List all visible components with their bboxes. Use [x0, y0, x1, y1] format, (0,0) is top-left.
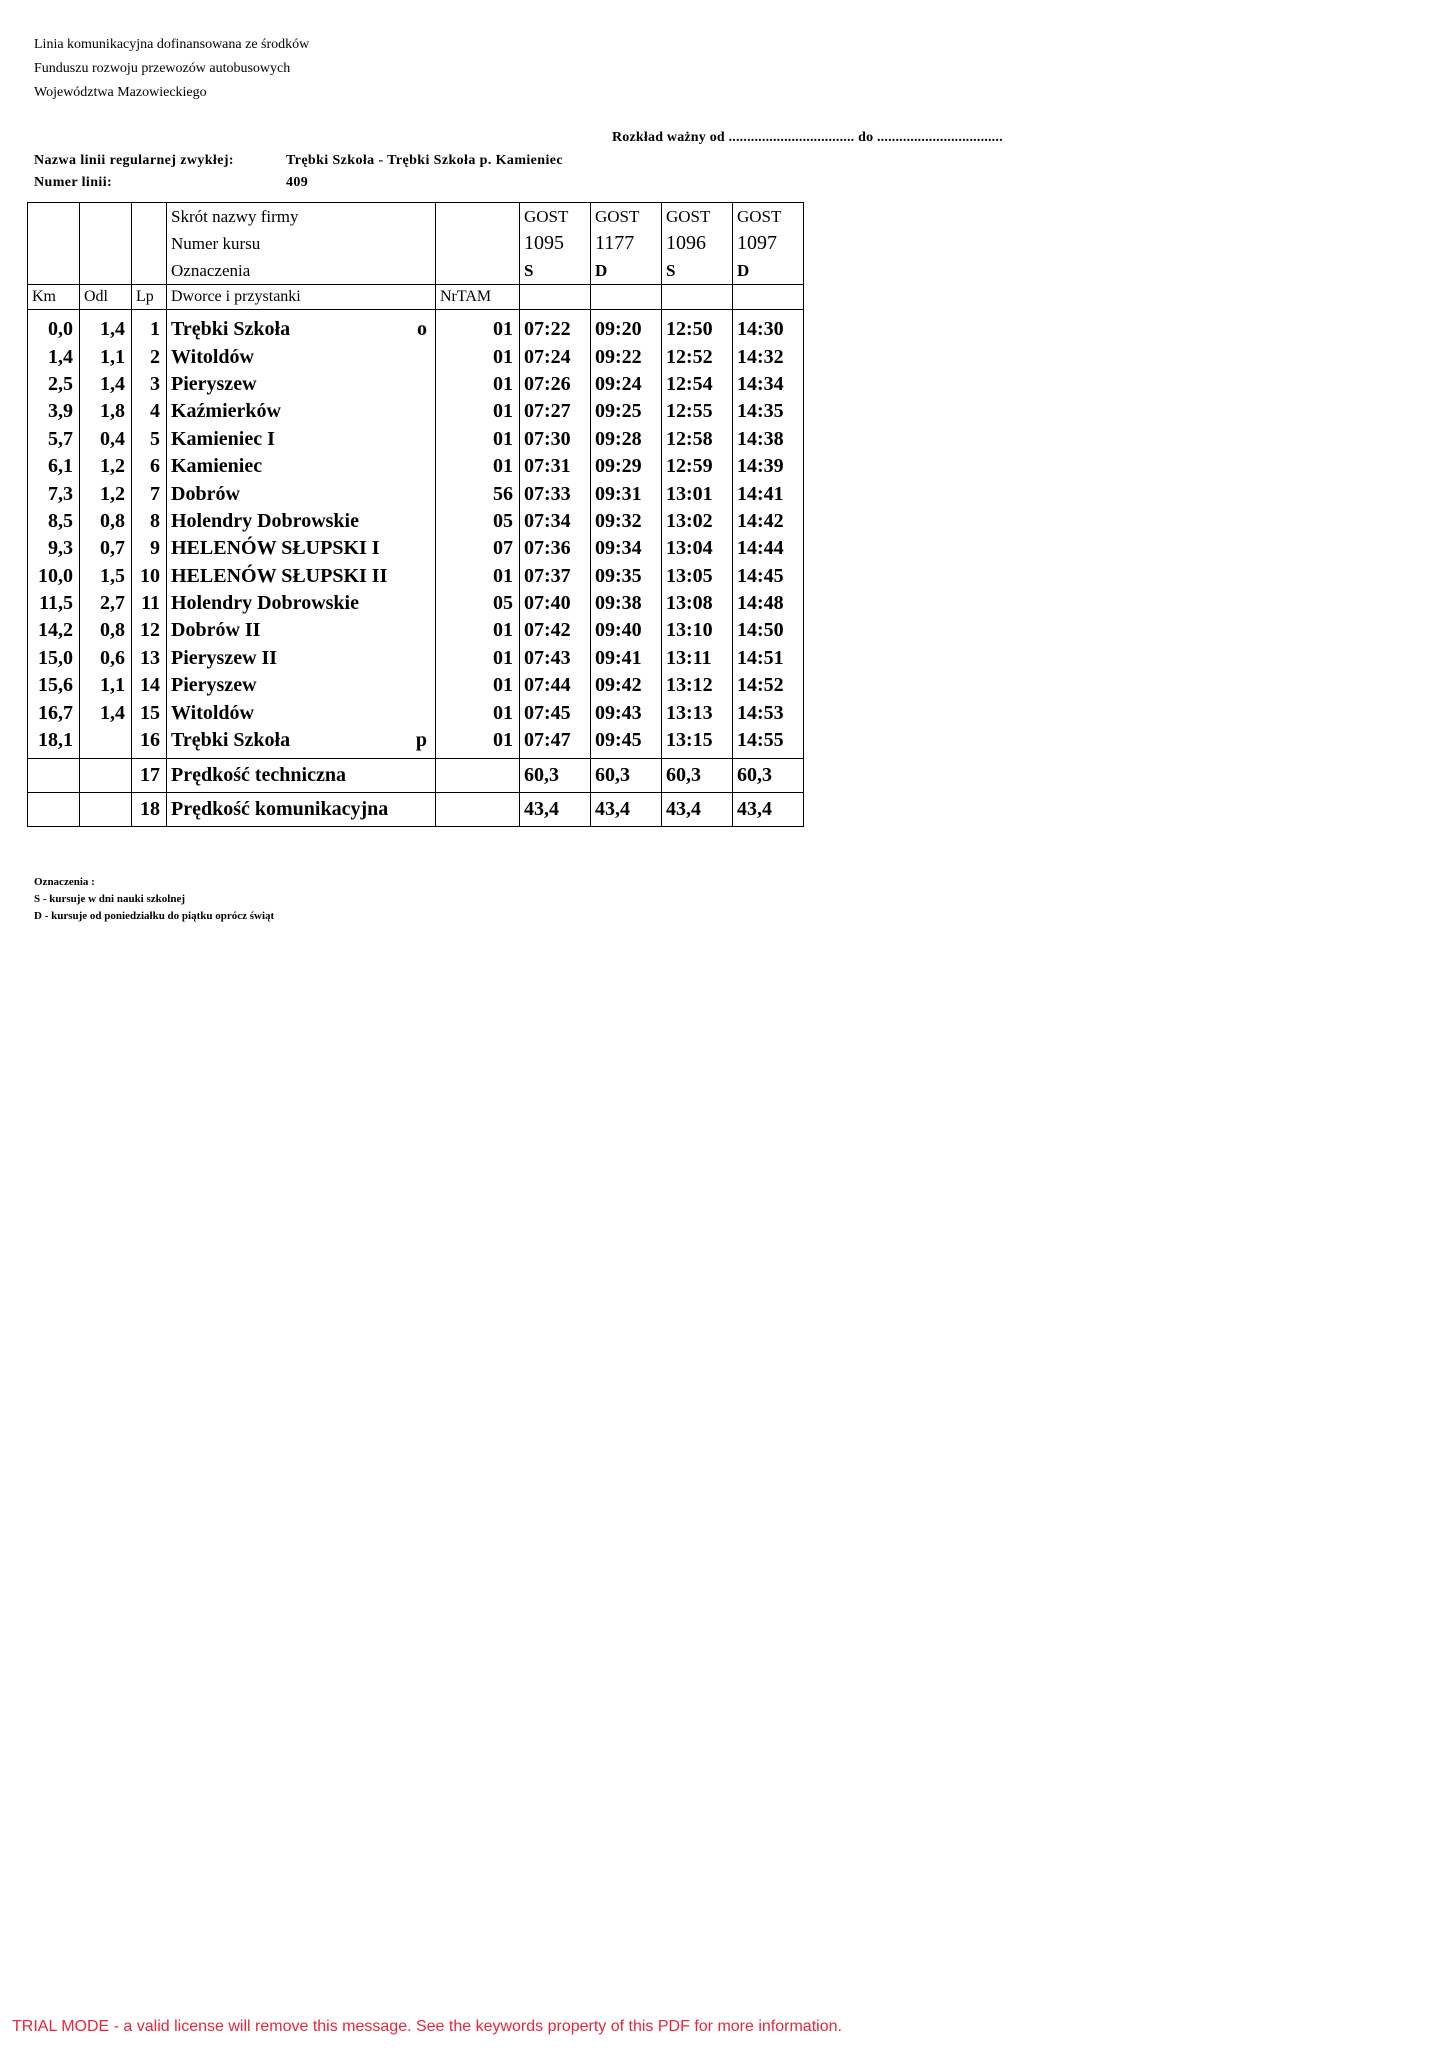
- stop-distance: 1,1: [80, 672, 132, 699]
- departure-time: 07:26: [520, 371, 591, 398]
- stop-name-cell: [167, 480, 436, 507]
- stop-row: [28, 398, 804, 425]
- departure-time: 13:13: [662, 699, 733, 726]
- stop-nrtam: 01: [436, 453, 520, 480]
- departure-time: 13:05: [662, 563, 733, 590]
- departure-time: 12:54: [662, 371, 733, 398]
- summary-value: 60,3: [520, 759, 591, 793]
- line-name-row: [34, 150, 563, 172]
- course-header: [733, 203, 804, 285]
- line-number-row: [34, 172, 563, 194]
- column-header-blank: [591, 285, 662, 310]
- stop-distance: [80, 727, 132, 759]
- stop-km: 6,1: [28, 453, 80, 480]
- departure-time: 09:28: [591, 426, 662, 453]
- course-header-row: [28, 203, 804, 285]
- stop-row: [28, 343, 804, 370]
- departure-time: 09:29: [591, 453, 662, 480]
- stop-name: Kamieniec I: [171, 427, 275, 450]
- stop-lp: 3: [132, 371, 167, 398]
- stop-km: 1,4: [28, 343, 80, 370]
- legend-title: Oznaczenia :: [34, 876, 95, 888]
- departure-time: 13:15: [662, 727, 733, 759]
- stop-lp: 1: [132, 310, 167, 344]
- departure-time: 14:52: [733, 672, 804, 699]
- course-number: 1177: [595, 232, 635, 254]
- course-company: GOST: [595, 207, 640, 226]
- stop-km: 8,5: [28, 508, 80, 535]
- stops-body: [28, 310, 804, 759]
- stop-lp: 7: [132, 480, 167, 507]
- line-name-label: Nazwa linii regularnej zwykłej:: [34, 153, 234, 168]
- departure-time: 12:50: [662, 310, 733, 344]
- summary-lp: 17: [132, 759, 167, 793]
- stop-name: Trębki Szkoła: [171, 318, 291, 341]
- stop-nrtam: 01: [436, 371, 520, 398]
- departure-time: 07:45: [520, 699, 591, 726]
- stop-name: Witoldów: [171, 701, 254, 724]
- departure-time: 07:40: [520, 590, 591, 617]
- stop-flag: [427, 508, 429, 535]
- stop-flag: [427, 371, 429, 398]
- stop-row: [28, 310, 804, 344]
- stop-distance: 1,1: [80, 343, 132, 370]
- stop-name-cell: [167, 672, 436, 699]
- blank-cell: [28, 793, 80, 827]
- departure-time: 07:22: [520, 310, 591, 344]
- stop-name-cell: [167, 453, 436, 480]
- stop-name-cell: [167, 310, 436, 344]
- stop-km: 10,0: [28, 563, 80, 590]
- course-number: 1097: [737, 232, 777, 254]
- stop-nrtam: 07: [436, 535, 520, 562]
- summary-label: Prędkość komunikacyjna: [167, 793, 436, 827]
- course-header-labels: [167, 203, 436, 285]
- stop-distance: 1,8: [80, 398, 132, 425]
- funding-note-line: Linia komunikacyjna dofinansowana ze środków: [34, 37, 310, 52]
- stop-lp: 16: [132, 727, 167, 759]
- stop-lp: 2: [132, 343, 167, 370]
- stop-distance: 0,4: [80, 426, 132, 453]
- legend-item: D - kursuje od poniedziałku do piątku oprócz świąt: [34, 910, 275, 922]
- stop-name: Trębki Szkoła: [171, 729, 291, 752]
- departure-time: 07:31: [520, 453, 591, 480]
- stop-lp: 13: [132, 645, 167, 672]
- stop-nrtam: 01: [436, 699, 520, 726]
- course-company: GOST: [666, 207, 711, 226]
- departure-time: 09:22: [591, 343, 662, 370]
- stop-row: [28, 563, 804, 590]
- marks-label: Oznaczenia: [171, 261, 251, 280]
- stop-row: [28, 617, 804, 644]
- trial-notice: TRIAL MODE - a valid license will remove this message. See the keywords property of this PDF for more information.: [12, 2018, 842, 2035]
- stop-nrtam: 01: [436, 398, 520, 425]
- stop-flag: [427, 672, 429, 699]
- blank-cell: [80, 759, 132, 793]
- summary-value: 43,4: [662, 793, 733, 827]
- stop-flag: [427, 535, 429, 562]
- departure-time: 12:55: [662, 398, 733, 425]
- departure-time: 07:42: [520, 617, 591, 644]
- departure-time: 09:35: [591, 563, 662, 590]
- stop-lp: 14: [132, 672, 167, 699]
- summary-value: 60,3: [733, 759, 804, 793]
- stop-name: Kamieniec: [171, 455, 263, 478]
- stop-name: Pieryszew: [171, 372, 257, 395]
- departure-time: 09:31: [591, 480, 662, 507]
- blank-cell: [80, 203, 132, 285]
- stop-km: 5,7: [28, 426, 80, 453]
- blank-cell: [28, 759, 80, 793]
- blank-cell: [436, 793, 520, 827]
- stop-name-cell: [167, 590, 436, 617]
- departure-time: 12:58: [662, 426, 733, 453]
- departure-time: 07:36: [520, 535, 591, 562]
- column-header-row: [28, 285, 804, 310]
- stop-km: 18,1: [28, 727, 80, 759]
- stop-nrtam: 01: [436, 426, 520, 453]
- course-label: Numer kursu: [171, 234, 261, 253]
- stop-lp: 4: [132, 398, 167, 425]
- stop-name: Holendry Dobrowskie: [171, 509, 359, 532]
- stop-km: 9,3: [28, 535, 80, 562]
- stop-name-cell: [167, 535, 436, 562]
- stop-row: [28, 480, 804, 507]
- departure-time: 14:48: [733, 590, 804, 617]
- stop-lp: 5: [132, 426, 167, 453]
- departure-time: 07:44: [520, 672, 591, 699]
- legend-item: S - kursuje w dni nauki szkolnej: [34, 893, 185, 905]
- stop-row: [28, 508, 804, 535]
- departure-time: 13:01: [662, 480, 733, 507]
- stop-distance: 0,7: [80, 535, 132, 562]
- column-header-nrtam: NrTAM: [436, 285, 520, 310]
- summary-lp: 18: [132, 793, 167, 827]
- stop-row: [28, 426, 804, 453]
- departure-time: 09:43: [591, 699, 662, 726]
- departure-time: 12:52: [662, 343, 733, 370]
- course-header: [591, 203, 662, 285]
- stop-name-cell: [167, 343, 436, 370]
- stop-km: 16,7: [28, 699, 80, 726]
- stop-row: [28, 371, 804, 398]
- stop-km: 11,5: [28, 590, 80, 617]
- stop-nrtam: 01: [436, 672, 520, 699]
- departure-time: 09:34: [591, 535, 662, 562]
- stop-name-cell: [167, 426, 436, 453]
- stop-flag: o: [417, 318, 427, 341]
- summary-row-commercial-speed: [28, 793, 804, 827]
- departure-time: 09:32: [591, 508, 662, 535]
- departure-time: 13:12: [662, 672, 733, 699]
- stop-distance: 2,7: [80, 590, 132, 617]
- course-mark: S: [524, 261, 534, 280]
- departure-time: 07:47: [520, 727, 591, 759]
- stop-name-cell: [167, 727, 436, 759]
- stop-flag: [427, 344, 429, 371]
- departure-time: 14:32: [733, 343, 804, 370]
- departure-time: 14:34: [733, 371, 804, 398]
- stop-name-cell: [167, 371, 436, 398]
- stop-flag: [427, 481, 429, 508]
- course-mark: D: [737, 261, 750, 280]
- column-header-km: Km: [28, 285, 80, 310]
- stop-row: [28, 535, 804, 562]
- stop-nrtam: 01: [436, 645, 520, 672]
- stop-nrtam: 56: [436, 480, 520, 507]
- stop-lp: 8: [132, 508, 167, 535]
- stop-name-cell: [167, 398, 436, 425]
- stop-name: Dobrów II: [171, 619, 261, 642]
- stop-distance: 1,5: [80, 563, 132, 590]
- column-header-stops: Dworce i przystanki: [167, 285, 436, 310]
- departure-time: 07:34: [520, 508, 591, 535]
- departure-time: 07:27: [520, 398, 591, 425]
- departure-time: 14:55: [733, 727, 804, 759]
- departure-time: 09:24: [591, 371, 662, 398]
- stop-km: 14,2: [28, 617, 80, 644]
- departure-time: 14:50: [733, 617, 804, 644]
- stop-name-cell: [167, 699, 436, 726]
- column-header-odl: Odl: [80, 285, 132, 310]
- stop-name: Dobrów: [171, 482, 240, 505]
- funding-note-line: Województwa Mazowieckiego: [34, 85, 207, 100]
- departure-time: 14:41: [733, 480, 804, 507]
- stop-lp: 10: [132, 563, 167, 590]
- departure-time: 14:45: [733, 563, 804, 590]
- stop-distance: 0,8: [80, 617, 132, 644]
- departure-time: 12:59: [662, 453, 733, 480]
- stop-lp: 15: [132, 699, 167, 726]
- validity-period: Rozkład ważny od .................................. do ..................................: [612, 130, 1003, 145]
- stop-name: Pieryszew II: [171, 646, 278, 669]
- departure-time: 07:33: [520, 480, 591, 507]
- departure-time: 13:11: [662, 645, 733, 672]
- stop-lp: 12: [132, 617, 167, 644]
- summary-row-technical-speed: [28, 759, 804, 793]
- line-name-value: Trębki Szkoła - Trębki Szkoła p. Kamieniec: [286, 153, 563, 168]
- stop-distance: 0,8: [80, 508, 132, 535]
- stop-distance: 1,4: [80, 310, 132, 344]
- departure-time: 07:30: [520, 426, 591, 453]
- departure-time: 09:45: [591, 727, 662, 759]
- departure-time: 07:43: [520, 645, 591, 672]
- course-mark: S: [666, 261, 676, 280]
- stop-flag: [427, 645, 429, 672]
- departure-time: 09:42: [591, 672, 662, 699]
- departure-time: 14:51: [733, 645, 804, 672]
- departure-time: 07:37: [520, 563, 591, 590]
- departure-time: 14:42: [733, 508, 804, 535]
- stop-lp: 9: [132, 535, 167, 562]
- stop-km: 7,3: [28, 480, 80, 507]
- blank-cell: [436, 203, 520, 285]
- stop-km: 0,0: [28, 310, 80, 344]
- stop-flag: p: [415, 729, 427, 752]
- blank-cell: [28, 203, 80, 285]
- summary-value: 43,4: [520, 793, 591, 827]
- stop-flag: [427, 426, 429, 453]
- stop-distance: 1,4: [80, 699, 132, 726]
- stop-row: [28, 590, 804, 617]
- stop-name-cell: [167, 617, 436, 644]
- stop-nrtam: 01: [436, 343, 520, 370]
- summary-label: Prędkość techniczna: [167, 759, 436, 793]
- departure-time: 09:25: [591, 398, 662, 425]
- course-header: [520, 203, 591, 285]
- column-header-lp: Lp: [132, 285, 167, 310]
- blank-cell: [80, 793, 132, 827]
- departure-time: 14:39: [733, 453, 804, 480]
- stop-name: Witoldów: [171, 345, 254, 368]
- stop-distance: 1,4: [80, 371, 132, 398]
- stop-nrtam: 01: [436, 727, 520, 759]
- column-header-blank: [520, 285, 591, 310]
- stop-row: [28, 672, 804, 699]
- departure-time: 14:38: [733, 426, 804, 453]
- stop-name: Kaźmierków: [171, 400, 281, 423]
- line-number-value: 409: [286, 175, 309, 190]
- company-label: Skrót nazwy firmy: [171, 207, 299, 226]
- legend: [34, 874, 274, 925]
- stop-distance: 1,2: [80, 480, 132, 507]
- departure-time: 13:02: [662, 508, 733, 535]
- departure-time: 14:35: [733, 398, 804, 425]
- departure-time: 07:24: [520, 343, 591, 370]
- stop-row: [28, 699, 804, 726]
- course-number: 1095: [524, 232, 564, 254]
- stop-km: 15,6: [28, 672, 80, 699]
- stop-km: 2,5: [28, 371, 80, 398]
- blank-cell: [132, 203, 167, 285]
- departure-time: 09:38: [591, 590, 662, 617]
- departure-time: 14:53: [733, 699, 804, 726]
- line-info: [34, 150, 563, 194]
- funding-note-line: Funduszu rozwoju przewozów autobusowych: [34, 61, 291, 76]
- summary-value: 43,4: [591, 793, 662, 827]
- stop-distance: 1,2: [80, 453, 132, 480]
- funding-note: [34, 33, 309, 105]
- stop-name-cell: [167, 645, 436, 672]
- stop-flag: [427, 617, 429, 644]
- stop-flag: [427, 563, 429, 590]
- stop-name: HELENÓW SŁUPSKI II: [171, 564, 388, 587]
- summary-value: 60,3: [662, 759, 733, 793]
- stop-nrtam: 05: [436, 590, 520, 617]
- stop-nrtam: 05: [436, 508, 520, 535]
- stop-name-cell: [167, 563, 436, 590]
- departure-time: 13:10: [662, 617, 733, 644]
- departure-time: 09:40: [591, 617, 662, 644]
- stop-flag: [427, 398, 429, 425]
- course-header: [662, 203, 733, 285]
- summary-value: 60,3: [591, 759, 662, 793]
- stop-row: [28, 727, 804, 759]
- departure-time: 09:20: [591, 310, 662, 344]
- departure-time: 13:04: [662, 535, 733, 562]
- stop-km: 3,9: [28, 398, 80, 425]
- stop-km: 15,0: [28, 645, 80, 672]
- stop-flag: [427, 453, 429, 480]
- departure-time: 13:08: [662, 590, 733, 617]
- course-company: GOST: [524, 207, 569, 226]
- stop-lp: 6: [132, 453, 167, 480]
- stop-nrtam: 01: [436, 310, 520, 344]
- summary-value: 43,4: [733, 793, 804, 827]
- stop-distance: 0,6: [80, 645, 132, 672]
- departure-time: 14:44: [733, 535, 804, 562]
- line-number-label: Numer linii:: [34, 175, 113, 190]
- stop-flag: [427, 700, 429, 727]
- stop-row: [28, 453, 804, 480]
- stop-row: [28, 645, 804, 672]
- column-header-blank: [733, 285, 804, 310]
- stop-name: Pieryszew: [171, 674, 257, 697]
- column-header-blank: [662, 285, 733, 310]
- stop-nrtam: 01: [436, 617, 520, 644]
- stop-name: HELENÓW SŁUPSKI I: [171, 537, 380, 560]
- stop-name: Holendry Dobrowskie: [171, 592, 359, 615]
- course-number: 1096: [666, 232, 706, 254]
- course-company: GOST: [737, 207, 782, 226]
- blank-cell: [436, 759, 520, 793]
- stop-nrtam: 01: [436, 563, 520, 590]
- course-mark: D: [595, 261, 608, 280]
- stop-flag: [427, 590, 429, 617]
- stop-name-cell: [167, 508, 436, 535]
- departure-time: 14:30: [733, 310, 804, 344]
- departure-time: 09:41: [591, 645, 662, 672]
- stop-lp: 11: [132, 590, 167, 617]
- timetable: [27, 202, 804, 827]
